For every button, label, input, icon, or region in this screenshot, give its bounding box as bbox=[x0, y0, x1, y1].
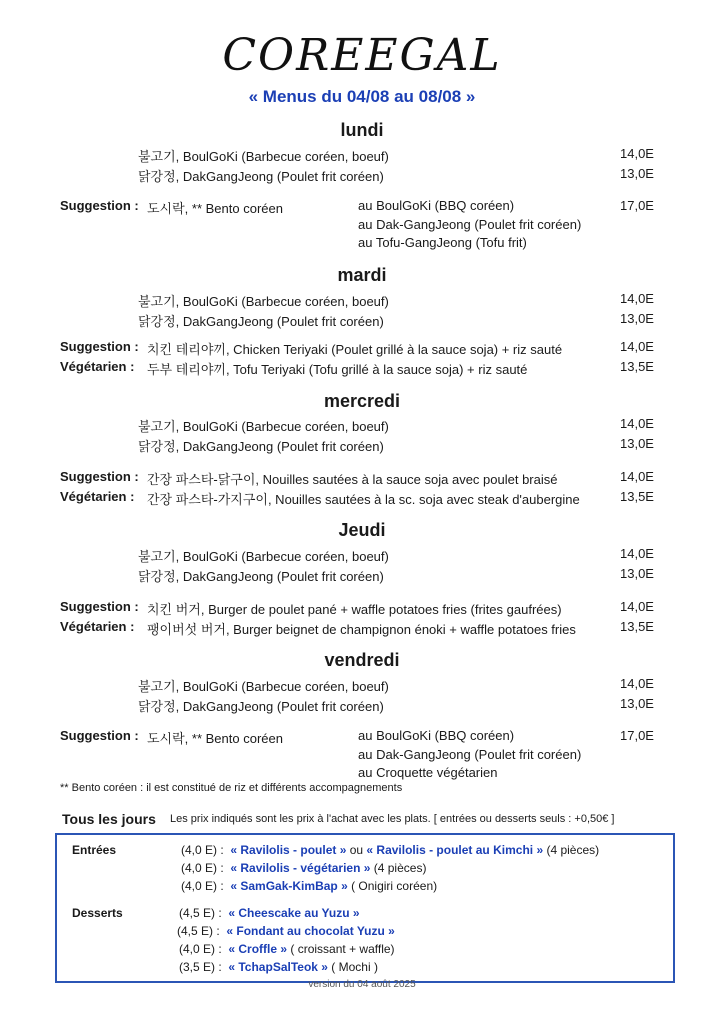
dessert-price: (3,5 E) : bbox=[179, 960, 222, 974]
restaurant-title: COREEGAL bbox=[222, 30, 502, 81]
menu-item-price: 13,0E bbox=[620, 696, 654, 711]
menu-item-price: 14,0E bbox=[620, 676, 654, 691]
suggestion-text: 치킨 테리야끼, Chicken Teriyaki (Poulet grillé à la sauce soja) + riz sauté bbox=[147, 342, 563, 357]
dessert-row bbox=[179, 960, 378, 974]
menu-item: 불고기, BoulGoKi (Barbecue coréen, boeuf) bbox=[138, 419, 389, 434]
day-heading-vendredi: vendredi bbox=[324, 650, 400, 670]
menu-item: 닭강정, DakGangJeong (Poulet frit coréen) bbox=[138, 314, 384, 329]
entree-desc: (4 pièces) bbox=[543, 843, 600, 857]
dessert-name: « Croffle » bbox=[228, 942, 288, 956]
suggestion-text: 도시락, ** Bento coréen bbox=[147, 731, 283, 746]
menu-item: 닭강정, DakGangJeong (Poulet frit coréen) bbox=[138, 699, 384, 714]
entree-row bbox=[181, 879, 437, 893]
entree-row bbox=[181, 861, 426, 875]
menu-item-price: 14,0E bbox=[620, 546, 654, 561]
menu-item-price: 13,0E bbox=[620, 166, 654, 181]
entree-separator: ou bbox=[346, 843, 367, 857]
dessert-row bbox=[179, 942, 395, 956]
bento-option: au Dak-GangJeong (Poulet frit coréen) bbox=[358, 217, 582, 232]
entree-name: « Ravilolis - végétarien » bbox=[230, 861, 371, 875]
suggestion-text: 간장 파스타-닭구이, Nouilles sautées à la sauce soja avec poulet braisé bbox=[147, 472, 558, 487]
day-heading-jeudi: Jeudi bbox=[338, 520, 386, 540]
menu-item: 불고기, BoulGoKi (Barbecue coréen, boeuf) bbox=[138, 679, 389, 694]
entree-name: « Ravilolis - poulet au Kimchi » bbox=[366, 843, 544, 857]
menu-item-price: 14,0E bbox=[620, 291, 654, 306]
entrees-label: Entrées bbox=[72, 843, 117, 857]
menu-item: 닭강정, DakGangJeong (Poulet frit coréen) bbox=[138, 569, 384, 584]
bento-note: ** Bento coréen : il est constitué de riz et différents accompagnements bbox=[60, 782, 403, 794]
suggestion-label: Suggestion : bbox=[60, 599, 139, 614]
entree-row bbox=[181, 843, 599, 857]
dessert-row bbox=[177, 924, 395, 938]
dessert-price: (4,0 E) : bbox=[179, 942, 222, 956]
tous-les-jours-note: Les prix indiqués sont les prix à l'achat avec les plats. [ entrées ou desserts seuls : +0,50€ ] bbox=[170, 813, 615, 825]
entree-name: « SamGak-KimBap » bbox=[230, 879, 348, 893]
suggestion-price: 17,0E bbox=[620, 198, 654, 213]
suggestion-label: Suggestion : bbox=[60, 469, 139, 484]
suggestion-price: 14,0E bbox=[620, 469, 654, 484]
menu-item: 불고기, BoulGoKi (Barbecue coréen, boeuf) bbox=[138, 294, 389, 309]
dessert-desc: ( croissant + waffle) bbox=[287, 942, 395, 956]
vegetarian-price: 13,5E bbox=[620, 359, 654, 374]
menu-item: 불고기, BoulGoKi (Barbecue coréen, boeuf) bbox=[138, 149, 389, 164]
entree-name: « Ravilolis - poulet » bbox=[230, 843, 347, 857]
entree-desc: ( Onigiri coréen) bbox=[347, 879, 438, 893]
day-heading-mercredi: mercredi bbox=[323, 391, 401, 411]
vegetarian-price: 13,5E bbox=[620, 619, 654, 634]
dessert-price: (4,5 E) : bbox=[179, 906, 222, 920]
vegetarian-text: 간장 파스타-가지구이, Nouilles sautées à la sc. soja avec steak d'aubergine bbox=[147, 492, 580, 507]
dessert-name: « Cheescake au Yuzu » bbox=[228, 906, 360, 920]
suggestion-text: 도시락, ** Bento coréen bbox=[147, 201, 283, 216]
entree-desc: (4 pièces) bbox=[370, 861, 427, 875]
day-heading-mardi: mardi bbox=[337, 265, 387, 285]
day-heading-lundi: lundi bbox=[340, 120, 384, 140]
vegetarian-label: Végétarien : bbox=[60, 359, 135, 374]
dessert-name: « Fondant au chocolat Yuzu » bbox=[226, 924, 395, 938]
bento-option: au BoulGoKi (BBQ coréen) bbox=[358, 728, 515, 743]
menu-item-price: 13,0E bbox=[620, 311, 654, 326]
dessert-desc: ( Mochi ) bbox=[327, 960, 378, 974]
dessert-name: « TchapSalTeok » bbox=[228, 960, 328, 974]
vegetarian-text: 팽이버섯 버거, Burger beignet de champignon énoki + waffle potatoes fries bbox=[147, 622, 576, 637]
menu-item: 닭강정, DakGangJeong (Poulet frit coréen) bbox=[138, 169, 384, 184]
tous-les-jours-title: Tous les jours bbox=[62, 811, 156, 827]
entree-price: (4,0 E) : bbox=[181, 879, 224, 893]
menu-item-price: 13,0E bbox=[620, 436, 654, 451]
suggestion-price: 14,0E bbox=[620, 339, 654, 354]
menu-period: « Menus du 04/08 au 08/08 » bbox=[248, 87, 476, 106]
bento-option: au Tofu-GangJeong (Tofu frit) bbox=[358, 235, 527, 250]
desserts-label: Desserts bbox=[72, 906, 123, 920]
bento-option: au BoulGoKi (BBQ coréen) bbox=[358, 198, 515, 213]
dessert-row bbox=[179, 906, 360, 920]
vegetarian-price: 13,5E bbox=[620, 489, 654, 504]
entree-price: (4,0 E) : bbox=[181, 843, 224, 857]
bento-option: au Croquette végétarien bbox=[358, 765, 498, 780]
menu-item-price: 14,0E bbox=[620, 416, 654, 431]
vegetarian-text: 두부 테리야끼, Tofu Teriyaki (Tofu grillé à la sauce soja) + riz sauté bbox=[147, 362, 528, 377]
menu-item-price: 13,0E bbox=[620, 566, 654, 581]
entree-price: (4,0 E) : bbox=[181, 861, 224, 875]
suggestion-text: 치킨 버거, Burger de poulet pané + waffle potatoes fries (frites gaufrées) bbox=[147, 602, 562, 617]
suggestion-label: Suggestion : bbox=[60, 339, 139, 354]
vegetarian-label: Végétarien : bbox=[60, 489, 135, 504]
suggestion-price: 14,0E bbox=[620, 599, 654, 614]
bento-option: au Dak-GangJeong (Poulet frit coréen) bbox=[358, 747, 582, 762]
menu-item: 불고기, BoulGoKi (Barbecue coréen, boeuf) bbox=[138, 549, 389, 564]
dessert-price: (4,5 E) : bbox=[177, 924, 220, 938]
vegetarian-label: Végétarien : bbox=[60, 619, 135, 634]
menu-item-price: 14,0E bbox=[620, 146, 654, 161]
suggestion-price: 17,0E bbox=[620, 728, 654, 743]
suggestion-label: Suggestion : bbox=[60, 198, 139, 213]
version-footer: version du 04 août 2025 bbox=[308, 979, 416, 990]
suggestion-label: Suggestion : bbox=[60, 728, 139, 743]
menu-item: 닭강정, DakGangJeong (Poulet frit coréen) bbox=[138, 439, 384, 454]
